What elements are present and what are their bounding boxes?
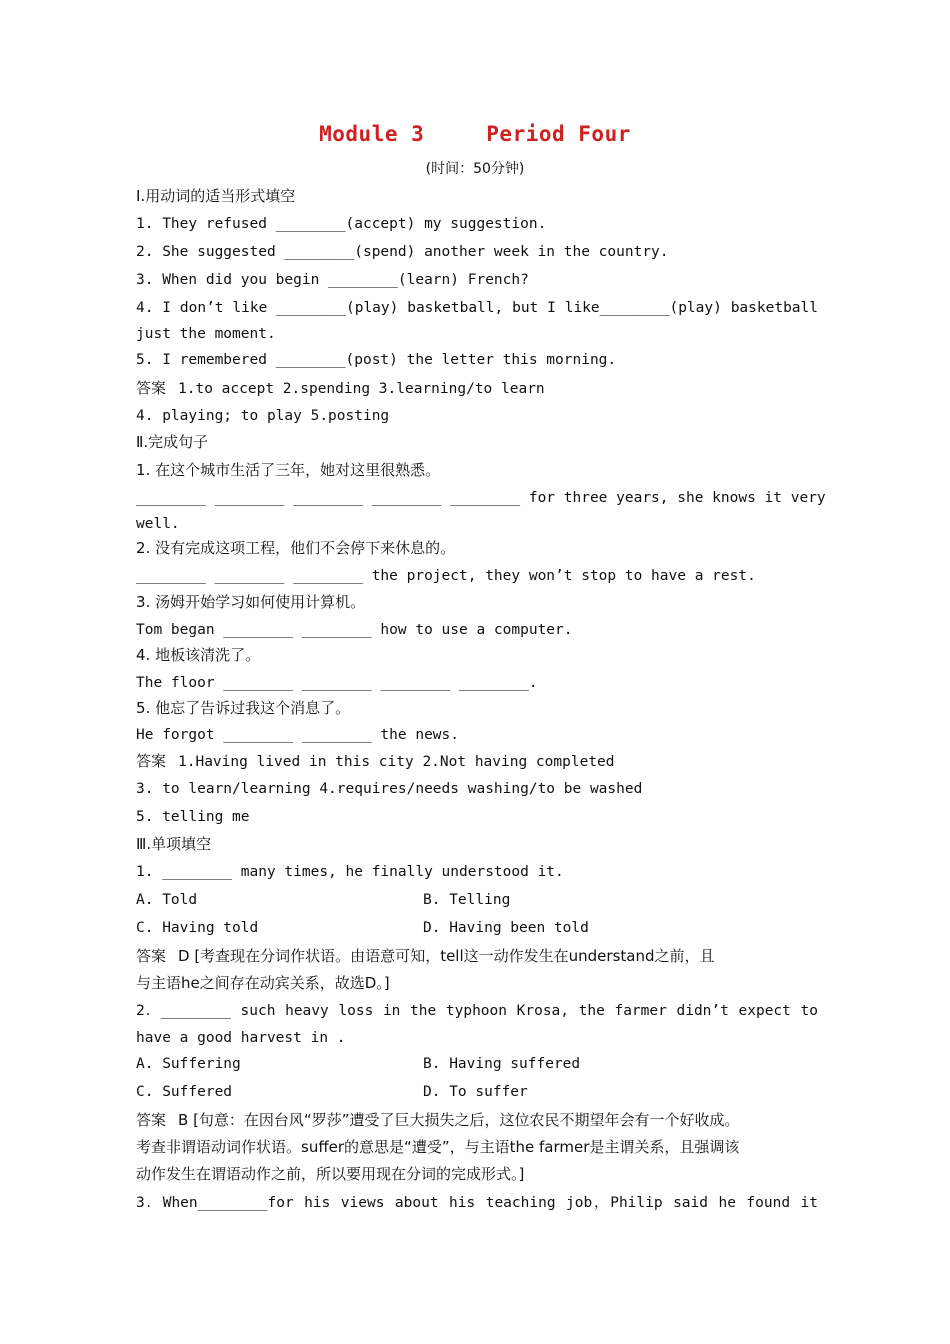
section2-question-1-chinese: 1. 在这个城市生活了三年，她对这里很熟悉。 <box>136 461 441 479</box>
section2-answer-text: 1.Having lived in this city 2.Not having completed <box>178 754 615 770</box>
section2-question-1-english-line1: ________ ________ ________ ________ ________ for three years, she knows it very <box>136 490 826 506</box>
section3-q1-options-row2 <box>136 918 818 938</box>
section3-q2-options-row1 <box>136 1054 818 1074</box>
section1-question-1: 1. They refused ________(accept) my suggestion. <box>136 216 547 232</box>
section3-question-3: 3．When________for his views about his teaching job，Philip said he found it <box>136 1195 818 1211</box>
period-label: Period Four <box>486 122 631 146</box>
section1-question-4-line2: just the moment. <box>136 326 276 342</box>
section1-question-3: 3. When did you begin ________(learn) French? <box>136 272 529 288</box>
section2-question-2-english: ________ ________ ________ the project, they won’t stop to have a rest. <box>136 568 756 584</box>
option-c: C. Suffered <box>136 1084 233 1100</box>
section2-question-5-english: He forgot ________ ________ the news. <box>136 727 460 743</box>
option-b: B. Telling <box>423 892 511 908</box>
section1-question-5: 5. I remembered ________(post) the letter this morning. <box>136 352 617 368</box>
option-a: A. Told <box>136 892 198 908</box>
section1-heading: Ⅰ.用动词的适当形式填空 <box>136 187 296 205</box>
section2-question-3-english: Tom began ________ ________ how to use a computer. <box>136 622 573 638</box>
section3-q1-answer-text: D [考查现在分词作状语。由语意可知，tell这一动作发生在understand之前，且 <box>178 947 715 965</box>
section2-question-2-chinese: 2. 没有完成这项工程，他们不会停下来休息的。 <box>136 539 456 557</box>
answer-label: 答案 <box>136 947 167 965</box>
page-title <box>0 122 950 146</box>
section2-question-4-english: The floor ________ ________ ________ ________. <box>136 675 538 691</box>
option-d: D. Having been told <box>423 920 589 936</box>
section3-question-1: 1. ________ many times, he finally understood it. <box>136 864 564 880</box>
section3-question-2-line1: 2．________ such heavy loss in the typhoon Krosa, the farmer didn’t expect to <box>136 1003 818 1019</box>
section2-question-3-chinese: 3. 汤姆开始学习如何使用计算机。 <box>136 593 366 611</box>
section3-q2-answer-line2: 考查非谓语动词作状语。suffer的意思是“遭受”，与主语the farmer是主谓关系，且强调该 <box>136 1138 740 1156</box>
answer-label: 答案 <box>136 752 167 770</box>
answer-label: 答案 <box>136 379 167 397</box>
section3-q2-answer-line3: 动作发生在谓语动作之前，所以要用现在分词的完成形式。] <box>136 1165 525 1183</box>
section3-question-2-line2: have a good harvest in . <box>136 1030 346 1046</box>
section2-answer-line1 <box>136 751 818 772</box>
section1-question-4-line1: 4. I don’t like ________(play) basketball, but I like________(play) basketball <box>136 300 818 316</box>
module-label: Module 3 <box>319 122 425 146</box>
answer-label: 答案 <box>136 1111 167 1129</box>
section2-answer-line3: 5. telling me <box>136 809 250 825</box>
section1-answer-line1 <box>136 378 818 399</box>
section3-q1-answer-line1 <box>136 946 818 966</box>
section2-heading: Ⅱ.完成句子 <box>136 433 209 451</box>
section3-q2-answer-line1 <box>136 1110 818 1130</box>
option-a: A. Suffering <box>136 1056 241 1072</box>
section2-question-1-english-line2: well. <box>136 516 180 532</box>
section1-question-2: 2. She suggested ________(spend) another week in the country. <box>136 244 669 260</box>
option-b: B. Having suffered <box>423 1056 581 1072</box>
section3-q1-answer-line2: 与主语he之间存在动宾关系，故选D。] <box>136 974 390 992</box>
section2-question-5-chinese: 5. 他忘了告诉过我这个消息了。 <box>136 699 351 717</box>
option-c: C. Having told <box>136 920 259 936</box>
option-d: D. To suffer <box>423 1084 528 1100</box>
section1-answer-text: 1.to accept 2.spending 3.learning/to learn <box>178 381 545 397</box>
section3-q2-options-row2 <box>136 1082 818 1102</box>
section3-q1-options-row1 <box>136 890 818 910</box>
section2-answer-line2: 3. to learn/learning 4.requires/needs washing/to be washed <box>136 781 643 797</box>
section2-question-4-chinese: 4. 地板该清洗了。 <box>136 646 261 664</box>
time-limit: (时间：50分钟) <box>425 161 525 177</box>
section1-answer-line2: 4. playing; to play 5.posting <box>136 408 390 424</box>
section3-heading: Ⅲ.单项填空 <box>136 835 212 853</box>
section3-q2-answer-text: B [句意：在因台风“罗莎”遭受了巨大损失之后，这位农民不期望年会有一个好收成。 <box>178 1111 740 1129</box>
